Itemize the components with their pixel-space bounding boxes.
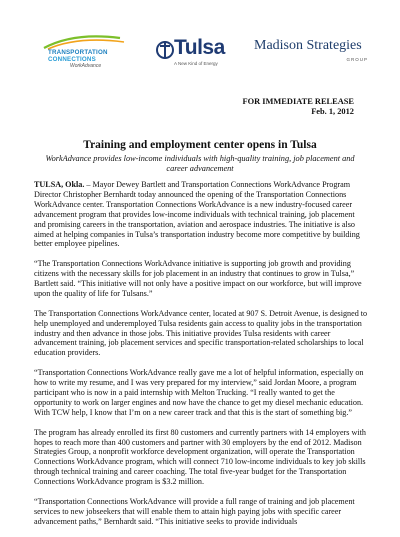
headline: Training and employment center opens in Tulsa xyxy=(83,139,317,151)
paragraph xyxy=(34,309,368,359)
release-label: FOR IMMEDIATE RELEASE xyxy=(242,97,354,106)
paragraph-text: “Transportation Connections WorkAdvance will provide a full range of training and job placement services to new jobseekers that will enable them to attain high paying jobs with specific career advancement paths,” Bernhardt said. “This initiative seeks to provide individuals xyxy=(34,496,355,526)
madison-strategies-logo xyxy=(254,36,372,72)
tc-line-2: CONNECTIONS xyxy=(48,56,96,63)
paragraph-text: “The Transportation Connections WorkAdvance initiative is supporting job growth and providing citizens with the necessary skills for job placement in an industry that continues to grow in Tulsa,” Bartlett said. “This initiative will not only have a positive impact on our workforce, but will improve upon the quality of life for Tulsans.” xyxy=(34,259,362,298)
tulsa-wordmark: Tulsa xyxy=(174,36,225,59)
paragraph xyxy=(34,180,368,249)
paragraph-text: The program has already enrolled its first 80 customers and currently partners with 14 employers with hopes to reach more than 400 customers and partner with 30 employers by the end of 2012. Madison Strategies Group, a nonprofit workforce development organization, will operate the Transportation Connections WorkAdvance program, which will connect 710 low-income individuals to key job skills through technical training and career coaching. The total five-year budget for the Transportation Connections WorkAdvance program is $3.2 million. xyxy=(34,427,366,487)
subheadline: WorkAdvance provides low-income individuals with high-quality training, job placement and career advancement xyxy=(45,154,355,173)
tc-line-3: WorkAdvance xyxy=(70,63,102,69)
paragraph-text: – Mayor Dewey Bartlett and Transportation Connections WorkAdvance Program Director Christopher Bernhardt today announced the opening of the Transportation Connections WorkAdvance center. Transportation Connections WorkAdvance is a new industry-focused career advancement program that provides low-income individuals with technical training, job placement and promising careers in the transportation, aviation and aerospace industries. The initiative is also aimed at helping companies in Tulsa’s transportation industry become more competitive by building better employee pipelines. xyxy=(34,180,360,249)
paragraph-text: The Transportation Connections WorkAdvance center, located at 907 S. Detroit Avenue, is designed to help unemployed and underemployed Tulsa residents gain access to quality jobs in the transportation industry and then advance in those jobs. This initiative provides Tulsa residents with career advancement training, job placement services and specific transportation-related scholarships to local education providers. xyxy=(34,308,368,358)
transportation-connections-logo xyxy=(34,34,130,72)
tulsa-emblem-icon xyxy=(156,36,174,64)
tulsa-tagline: A New Kind of Energy xyxy=(174,61,218,66)
paragraph xyxy=(34,497,368,527)
swoosh-icon xyxy=(34,34,130,50)
madison-wordmark: Madison Strategies xyxy=(254,38,362,53)
logo-row xyxy=(0,32,400,74)
tc-line-1: TRANSPORTATION xyxy=(48,49,108,56)
article-body xyxy=(34,180,368,537)
tulsa-logo xyxy=(156,32,225,74)
paragraph xyxy=(34,259,368,299)
paragraph xyxy=(34,368,368,418)
dateline: TULSA, Okla. xyxy=(34,180,85,189)
paragraph-text: “Transportation Connections WorkAdvance really gave me a lot of helpful information, especially on how to write my resume, and I was very prepared for my interview,” said Jordan Moore, a program participant who is now in a paid internship with Melton Trucking. “I really wanted to get the opportunity to work on larger engines and now have the chance to get my diesel mechanic education. With TCW help, I know that I’m on a new career track and that this is the start of something big.” xyxy=(34,368,364,417)
release-block xyxy=(242,97,354,117)
release-date: Feb. 1, 2012 xyxy=(311,107,354,116)
paragraph xyxy=(34,428,368,487)
madison-group-label: GROUP xyxy=(346,57,368,62)
